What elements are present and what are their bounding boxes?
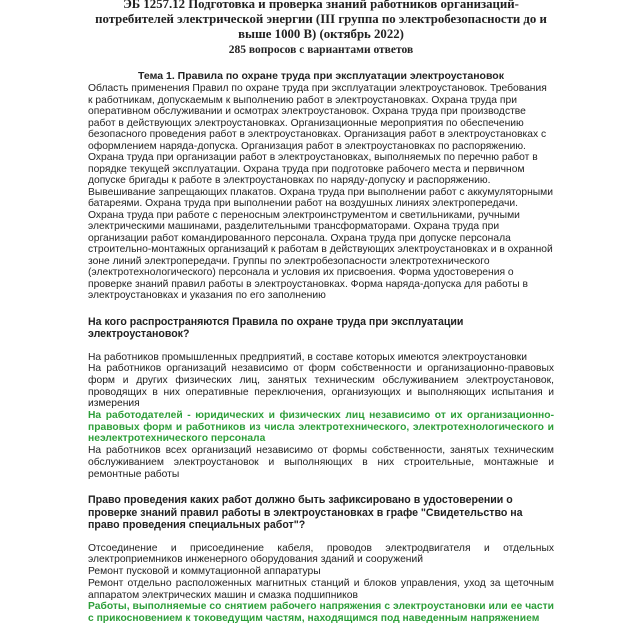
answer-2-4-correct: Работы, выполняемые со снятием рабочего напряжения с электроустановки или ее части с прикосновением к токоведущим частям, находящимся под наведенным напряжением (88, 601, 554, 624)
answer-2-2: Ремонт пусковой и коммутационной аппаратуры (88, 566, 321, 578)
answer-1-4: На работников всех организаций независимо от формы собственности, занятых техническим обслуживанием электроустановок и выполняющих в них строительные, монтажные и ремонтные работы (88, 445, 554, 480)
question-2: Право проведения каких работ должно быть зафиксировано в удостоверении о проверке знаний правил работы в электроустановках в графе "Свидетельство на право проведения специальных работ"? (88, 494, 523, 532)
answer-list-2 (88, 543, 554, 625)
answer-1-1: На работников промышленных предприятий, в составе которых имеются электроустановки (88, 351, 528, 363)
answer-1-3-correct: На работодателей - юридических и физических лиц независимо от их организационно-правовых форм и работников из числа электротехнического, электротехнологического и неэлектротехнического персонала (88, 410, 554, 445)
topic-body: Область применения Правил по охране труда при эксплуатации электроустановок. Требования к работникам, допускаемым к выполнению работ в электроустановках. Охрана труда при оперативном обслуживании и осмотрах электроустановок. Охрана труда при производстве работ в действующих электроустановках. Организационные мероприятия по обеспечению безопасного проведения работ в электроустановках. Организация работ в электроустановках с оформлением наряда-допуска. Организация работ в электроустановках по распоряжению. Охрана труда при организации работ в электроустановках, выполняемых по перечню работ в порядке текущей эксплуатации. Охрана труда при подготовке рабочего места и первичном допуске бригады к работе в электроустановках по наряду-допуску и распоряжению. Вывешивание запрещающих плакатов. Охрана труда при выполнении работ с аккумуляторными батареями. Охрана труда при выполнении работ на воздушных линиях электропередачи. Охрана труда при работе с переносным электроинструментом и светильниками, ручными электрическими машинами, разделительными трансформаторами. Охрана труда при организации работ командированного персонала. Охрана труда при допуске персонала строительно-монтажных организаций к работам в действующих электроустановках и в охранной зоне линий электропередачи. Группы по электробезопасности электротехнического (электротехнологического) персонала и условия их присвоения. Форма удостоверения о проверке знаний правил работы в электроустановках. Форма наряда-допуска для работы в электроустановках и указания по его заполнению (88, 83, 553, 301)
question-1: На кого распространяются Правила по охране труда при эксплуатации электроустановок? (88, 315, 464, 340)
document-title: ЭБ 1257.12 Подготовка и проверка знаний работников организаций-потребителей электрической энергии (III группа по электробезопасности до и выше 1000 В) (октябрь 2022) (95, 0, 547, 41)
topic-title: Тема 1. Правила по охране труда при эксплуатации электроустановок (138, 70, 504, 82)
answer-2-1: Отсоединение и присоединение кабеля, проводов электродвигателя и отдельных электроприемников инженерного оборудования зданий и сооружений (88, 542, 554, 566)
answer-list-1 (88, 352, 554, 481)
answer-2-3: Ремонт отдельно расположенных магнитных станций и блоков управления, уход за щеточным аппаратом электрических машин и смазка подшипников (88, 577, 554, 601)
answer-1-2: На работников организаций независимо от форм собственности и организационно-правовых форм и других физических лиц, занятых техническим обслуживанием электроустановок, проводящих в них оперативные переключения, организующих и выполняющих испытания и измерения (88, 363, 554, 410)
document-subtitle: 285 вопросов с вариантами ответов (228, 44, 414, 56)
